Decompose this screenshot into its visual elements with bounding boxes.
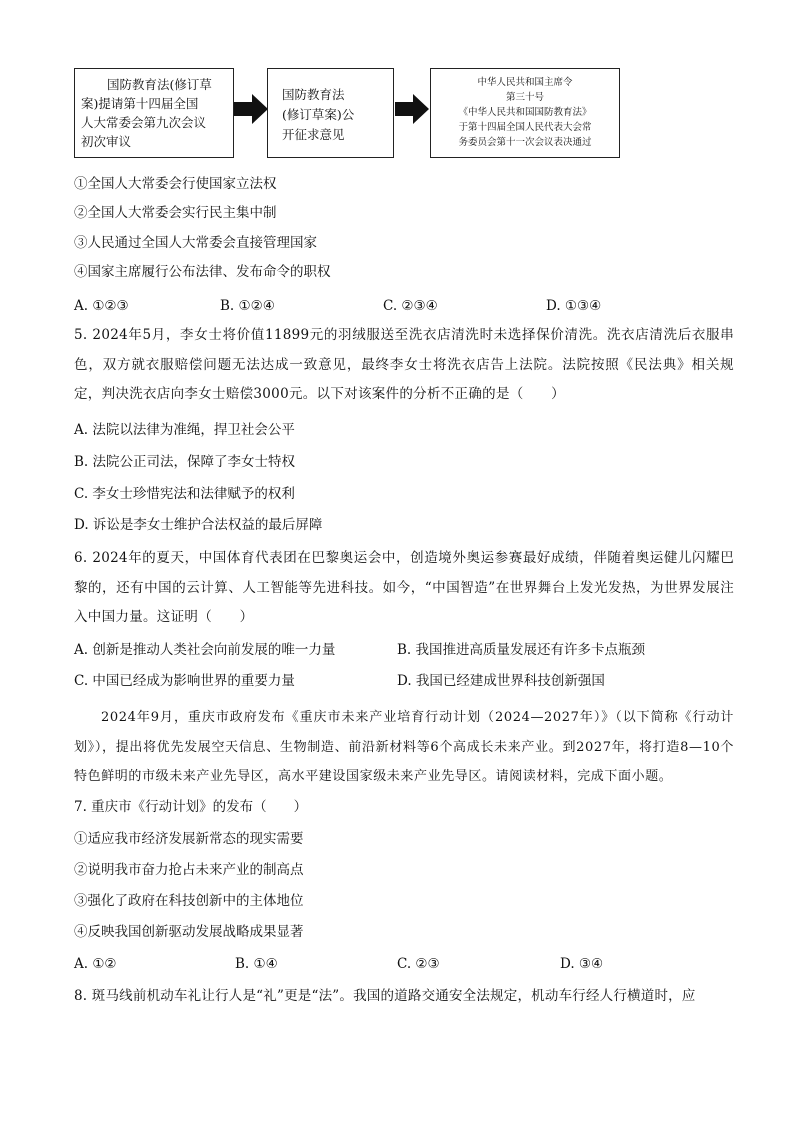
- flow-box3-line: 第三十号: [505, 92, 544, 103]
- right-arrow-icon: [234, 94, 268, 124]
- q5-option-c[interactable]: C. 李女士珍惜宪法和法律赋予的权利: [74, 486, 295, 502]
- q4-option-c[interactable]: C. ②③④: [383, 298, 438, 314]
- flow-box3-line: 中华人民共和国主席令: [477, 77, 573, 88]
- q7-option-b[interactable]: B. ①④: [235, 956, 278, 972]
- q6-option-b[interactable]: B. 我国推进高质量发展还有许多卡点瓶颈: [397, 642, 646, 658]
- q5-option-a[interactable]: A. 法院以法律为准绳，捍卫社会公平: [74, 422, 295, 438]
- q4-option-b[interactable]: B. ①②④: [220, 298, 275, 314]
- q6-option-a[interactable]: A. 创新是推动人类社会向前发展的唯一力量: [74, 642, 336, 658]
- q7-item: ①适应我市经济发展新常态的现实需要: [74, 831, 304, 847]
- flow-box2-line: 国防教育法: [282, 87, 345, 102]
- q4-item: ②全国人大常委会实行民主集中制: [74, 205, 277, 221]
- q6-option-c[interactable]: C. 中国已经成为影响世界的重要力量: [74, 673, 295, 689]
- q6-stem: 6. 2024年的夏天，中国体育代表团在巴黎奥运会中，创造境外奥运参赛最好成绩，伴随着奥运健儿闪耀巴黎的，还有中国的云计算、人工智能等先进科技。如今，“中国智造”在世界舞台上发光发热，为世界发展注入中国力量。这证明（ ）: [74, 550, 734, 625]
- q7-stem: 7. 重庆市《行动计划》的发布（ ）: [74, 799, 308, 815]
- q5-option-d[interactable]: D. 诉讼是李女士维护合法权益的最后屏障: [74, 517, 323, 533]
- flow-box3-line: 务委员会第十一次会议表决通过: [458, 137, 592, 148]
- q4-item: ①全国人大常委会行使国家立法权: [74, 176, 277, 192]
- q4-item: ④国家主席履行公布法律、发布命令的职权: [74, 264, 331, 280]
- right-arrow-icon: [395, 94, 429, 124]
- flow-diagram: [74, 68, 724, 158]
- flow-box-first-review: [74, 68, 234, 158]
- q7-option-d[interactable]: D. ③④: [560, 956, 604, 972]
- flow-box2-line: 开征求意见: [282, 127, 345, 142]
- q4-option-d[interactable]: D. ①③④: [546, 298, 602, 314]
- q8-stem: 8. 斑马线前机动车礼让行人是“礼”更是“法”。我国的道路交通安全法规定，机动车行经人行横道时，应: [74, 988, 696, 1004]
- q7-item: ④反映我国创新驱动发展战略成果显著: [74, 924, 304, 940]
- q5-stem: 5. 2024年5月，李女士将价值11899元的羽绒服送至洗衣店清洗时未选择保价清洗。洗衣店清洗后衣服串色，双方就衣服赔偿问题无法达成一致意见，最终李女士将洗衣店告上法院。法院按照《民法典》相关规定，判决洗衣店向李女士赔偿3000元。以下对该案件的分析不正确的是（ ）: [74, 327, 734, 402]
- flow-box1-line: 人大常委会第九次会议: [81, 115, 207, 130]
- q7-option-c[interactable]: C. ②③: [397, 956, 440, 972]
- q7-item: ③强化了政府在科技创新中的主体地位: [74, 893, 304, 909]
- q7-option-a[interactable]: A. ①②: [74, 956, 117, 972]
- flow-box3-line: 于第十四届全国人民代表大会常: [458, 122, 592, 133]
- q5-option-b[interactable]: B. 法院公正司法，保障了李女士特权: [74, 454, 296, 470]
- flow-box1-line: 初次审议: [81, 134, 132, 149]
- q4-item: ③人民通过全国人大常委会直接管理国家: [74, 235, 317, 251]
- flow-box1-line: 国防教育法(修订草: [107, 77, 212, 92]
- flow-box-public-comment: [267, 68, 394, 158]
- flow-box1-line: 案)提请第十四届全国: [81, 96, 199, 111]
- q6-option-d[interactable]: D. 我国已经建成世界科技创新强国: [397, 673, 605, 689]
- material-paragraph: 2024年9月，重庆市政府发布《重庆市未来产业培育行动计划（2024—2027年）》（以下简称《行动计划》），提出将优先发展空天信息、生物制造、前沿新材料等6个高成长未来产业。到2027年，将打造8—10个特色鲜明的市级未来产业先导区，高水平建设国家级未来产业先导区。请阅读材料，完成下面小题。: [74, 710, 734, 784]
- q7-item: ②说明我市奋力抢占未来产业的制高点: [74, 862, 304, 878]
- flow-box-presidential-order: [430, 68, 620, 158]
- q4-option-a[interactable]: A. ①②③: [74, 298, 129, 314]
- flow-box3-line: 《中华人民共和国国防教育法》: [458, 107, 592, 118]
- flow-box2-line: (修订草案)公: [282, 107, 355, 122]
